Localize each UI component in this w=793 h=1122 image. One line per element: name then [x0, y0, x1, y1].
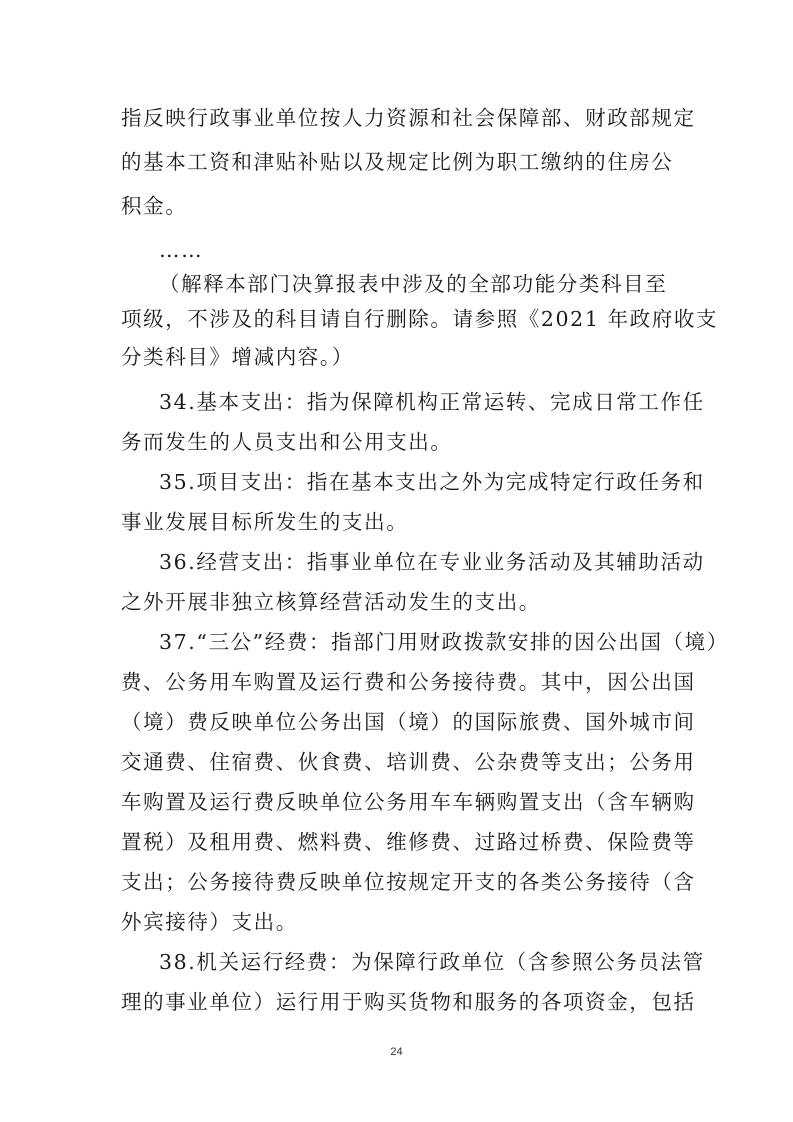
page-number: 24 [390, 1046, 403, 1058]
text-line: 交通费、住宿费、伙食费、培训费、公杂费等支出；公务用 [121, 750, 696, 774]
text-line: 支出；公务接待费反映单位按规定开支的各类公务接待（含 [121, 870, 696, 894]
text-line: 事业发展目标所发生的支出。 [121, 510, 409, 534]
definition-37-heading-line: 37.“三公”经费：指部门用财政拨款安排的因公出国（境） [159, 630, 729, 654]
text-line: 之外开展非独立核算经营活动发生的支出。 [121, 590, 541, 614]
text-line: 费、公务用车购置及运行费和公务接待费。其中，因公出国 [121, 670, 696, 694]
note-line: 分类科目》增减内容。） [121, 345, 354, 369]
text-line: （境）费反映单位公务出国（境）的国际旅费、国外城市间 [121, 710, 696, 734]
ellipsis-line: …… [159, 238, 204, 262]
text-line: 外宾接待）支出。 [121, 910, 298, 934]
text-line: 车购置及运行费反映单位公务用车车辆购置支出（含车辆购 [121, 790, 696, 814]
text-line: 的基本工资和津贴补贴以及规定比例为职工缴纳的住房公 [121, 150, 674, 174]
note-line: 项级，不涉及的科目请自行删除。请参照《2021 年政府收支 [121, 307, 719, 331]
text-line: 积金。 [121, 194, 188, 218]
definition-38-heading-line: 38.机关运行经费：为保障行政单位（含参照公务员法管 [159, 950, 705, 974]
definition-35-heading-line: 35.项目支出：指在基本支出之外为完成特定行政任务和 [159, 470, 705, 494]
text-line: 置税）及租用费、燃料费、维修费、过路过桥费、保险费等 [121, 830, 696, 854]
text-line: 理的事业单位）运行用于购买货物和服务的各项资金，包括 [121, 990, 696, 1014]
definition-36-heading-line: 36.经营支出：指事业单位在专业业务活动及其辅助活动 [159, 550, 705, 574]
text-line: 指反映行政事业单位按人力资源和社会保障部、财政部规定 [121, 106, 696, 130]
text-line: 务而发生的人员支出和公用支出。 [121, 430, 453, 454]
note-line: （解释本部门决算报表中涉及的全部功能分类科目至 [159, 272, 668, 296]
definition-34-heading-line: 34.基本支出：指为保障机构正常运转、完成日常工作任 [159, 390, 705, 414]
